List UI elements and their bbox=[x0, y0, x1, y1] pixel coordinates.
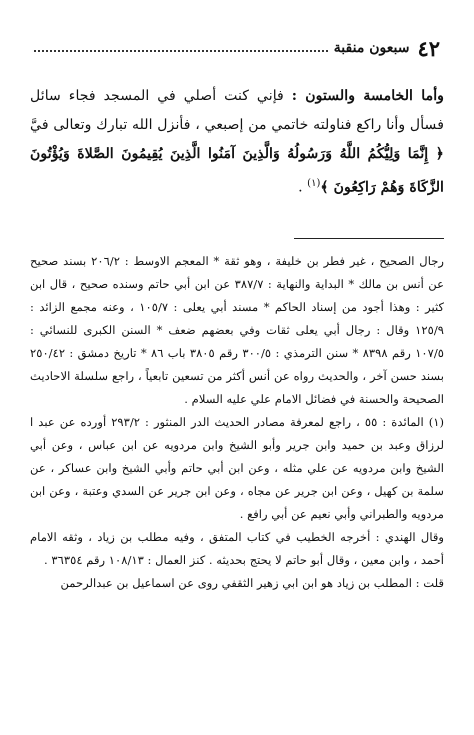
main-text-part-2: . bbox=[298, 179, 308, 196]
footnote-continued: رجال الصحيح ، غير فطر بن خليفة ، وهو ثقة * المعجم الاوسط : ٢٠٦/٢ بسند صحيح عن أنس بن مالك * البداية والنهاية : ٣٨٧/٧ عن ابن أبي حاتم وسنده صحيح ، قال ابن كثير : وهذا أجود من إسناد الحاكم * مسند أبي يعلى : ١٠٥/٧ ، وعنه مجمع الزائد : ١٢٥/٩ وقال : رجال أبي يعلى ثقات وفي بعضهم ضعف * السنن الكبرى للنسائي : ١٠٧/٥ رقم ٨٣٩٨ * سنن الترمذي : ٣٠٠/٥ رقم ٣٨٠٥ باب ٨٦ * تاريخ دمشق : ٢٥٠/٤٢ بسند حسن آخر ، والحديث رواه عن أنس أكثر من تسعين تابعياً ، راجع سلسلة الاحاديث الصحيحة والحسنة في فضائل الامام علي عليه السلام . bbox=[30, 254, 445, 406]
quran-verse: ﴿ إِنَّمَا وَلِيُّكُمُ اللَّهُ وَرَسُولُهُ وَالَّذِينَ آمَنُوا الَّذِينَ يُقِيمُونَ الصَّلاةَ وَيُؤْتُونَ الزَّكَاةَ وَهُمْ رَاكِعُونَ ﴾ bbox=[30, 146, 444, 196]
footnote-divider bbox=[294, 238, 444, 239]
footnotes bbox=[30, 250, 444, 595]
page-number: ٤٢ bbox=[417, 35, 440, 61]
footnote-1: (١) المائدة : ٥٥ ، راجع لمعرفة مصادر الحديث الدر المنثور : ٢٩٣/٢ أورده عن عبد ا لرزاق وعبد بن حميد وابن جرير وأبو الشيخ وابن مردويه عن ابن عباس ، وعن أبي الشيخ وابن مردويه عن علي مثله ، وعن ابن أبي حاتم وأبي الشيخ وابن عساكر ، عن سلمة بن كهيل ، وعن ابن جرير عن مجاه ، وعن ابن جرير عن السدي وعتبة ، وعن ابن مردويه والطبراني وأبي نعيم عن أبي رافع . bbox=[30, 415, 444, 521]
header-dotted-rule bbox=[34, 50, 328, 52]
footnote-reference: (١) bbox=[307, 178, 321, 189]
section-lead: وأما الخامسة والستون : bbox=[291, 88, 444, 104]
running-header bbox=[34, 34, 440, 62]
main-text-part-1: فإني كنت أصلي في المسجد فجاء سائل فسأل وأنا راكع فناولته خاتمي من إصبعي ، فأنزل الله تبارك وتعالى فيَّ bbox=[30, 88, 444, 133]
footnote-1-comment: قلت : المطلب بن زياد هو ابن ابي زهير الثقفي روى عن اسماعيل بن عبدالرحمن bbox=[60, 576, 444, 590]
book-title: سبعون منقبة bbox=[333, 40, 410, 56]
main-text bbox=[30, 82, 444, 203]
footnote-1-hindi: وقال الهندي : أخرجه الخطيب في كتاب المتفق ، وفيه مطلب بن زياد ، وثقه الامام أحمد ، وابن معين ، وقال أبو حاتم لا يحتج بحديثه . كنز العمال : ١٠٨/١٣ رقم ٣٦٣٥٤ . bbox=[30, 530, 444, 567]
